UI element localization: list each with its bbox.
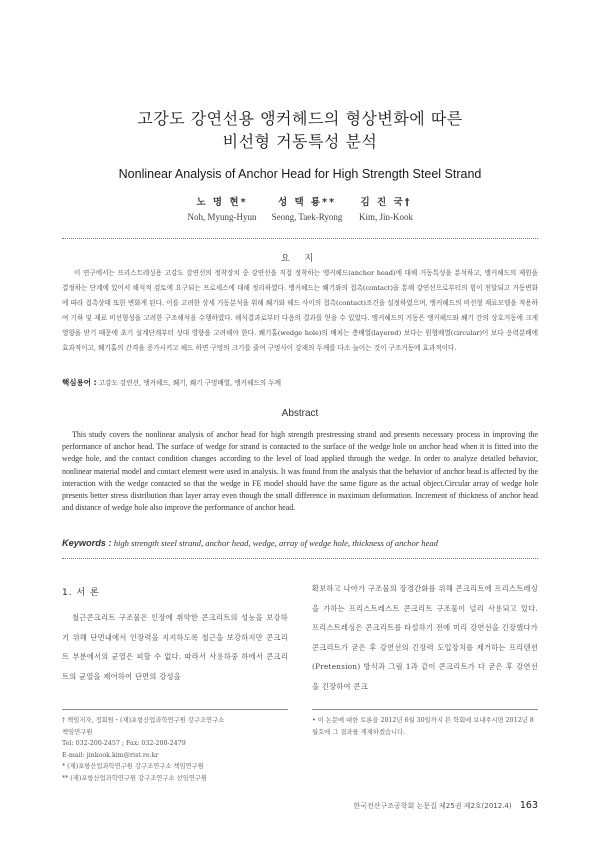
footnote-rule-left [62,709,288,710]
title-en: Nonlinear Analysis of Anchor Head for High Strength Steel Strand [118,167,482,181]
footnote-corresponding: † 책임저자, 정회원・(재)포항산업과학연구원 강구조연구소 [62,717,225,724]
author-3-en: Kim, Jin-Kook [359,212,413,222]
divider-top [62,238,538,239]
abstract-en-heading: Abstract [281,408,319,419]
abstract-en-text: This study covers the nonlinear analysis of anchor head for high strength prestressing strand and presents necessary process in improving the performance of anchor head. The surface of wedge for strand is contacted to the surface of the wedge hole on anchor head when it is fitted into the wedge hole, and the contact condition changes according to the level of load applied through the wedge. In order to analyze detailed behavior, nonlinear material model and contact element were used in analysis. It was found from the analysis that the behavior of anchor head is affected by the interaction with the wedge contacted so that the wedge in FE model should have the same figure as the actual object.Circular array of wedge hole presents better stress distribution than layer array even though the small difference in maximum deformation. Increment of thickness of anchor head and distance of wedge hole also improve the performance of anchor head. [62,430,538,513]
author-2-en: Seong, Taek-Ryong [271,212,343,222]
journal-info: 한국전산구조공학회 논문집 제25권 제2호(2012.4) [353,802,512,810]
page-number: 163 [519,800,538,811]
author-3 [340,194,432,222]
keywords-ko-text: 고강도 강연선, 앵커헤드, 쐐기, 쐐기 구멍배열, 앵커헤드의 두께 [98,379,281,387]
divider-bottom [62,558,538,559]
title-ko-line2: 비선형 거동특성 분석 [222,132,378,151]
abstract-ko-heading: 요 지 [280,254,320,264]
section1-right-column: 확보하고 나아가 구조물의 장경간화를 위해 콘크리트에 프리스트레싱을 가하는 프리스트레스트 콘크리트 구조물이 널리 사용되고 있다. 프리스트레싱은 콘크리트를 타설하기 전에 미리 강연선을 긴장했다가 콘크리트가 굳은 후 강연선의 긴장력 도입장치를 제거하는 프리텐션(Pretension) 방식과 그림 1과 같이 콘크리트가 다 굳은 후 강연선을 긴장하여 콘크 [312,584,538,691]
section1-title: 1. 서 론 [62,588,100,598]
footnote-tel: Tel: 032-200-2457 ; Fax: 032-200-2479 [62,740,186,747]
keywords-en-text: high strength steel strand, anchor head, wedge, array of wedge hole, thickness of anchor head [113,538,438,548]
author-1-en: Noh, Myung-Hyun [187,212,257,222]
author-2-ko: 성 택 룡** [277,197,337,208]
footnote-author-doublestar: ** (재)포항산업과학연구원 강구조연구소 선임연구원 [62,774,207,782]
author-3-ko: 김 진 국† [360,197,412,208]
page-footer [353,800,538,811]
footnote-rule-right [312,709,538,710]
section1-left-column: 철근콘크리트 구조물은 인장에 취약한 콘크리트의 성능을 보강하기 위해 단면내에서 인장력을 지지하도록 철근을 보강하지만 콘크리트 부분에서의 균열은 피할 수 없다. 따라서 사용하중 하에서 콘크리트의 균열을 제어하여 단면의 강성을 [62,613,288,681]
footnotes-right [312,715,538,738]
footnote-author-star: * (재)포항산업과학연구원 강구조연구소 책임연구원 [62,763,204,770]
title-ko-line1: 고강도 강연선용 앵커헤드의 형상변화에 따른 [137,109,463,128]
keywords-en [62,538,538,548]
keywords-en-label: Keywords : [62,538,112,548]
footnote-discussion: • 이 논문에 대한 토론을 2012년 6월 30일까지 본 학회에 보내주시면 2012년 8월호에 그 결과를 게재하겠습니다. [312,717,534,736]
footnotes-left [62,715,302,784]
footnote-email: E-mail: jinkook.kim@rist.re.kr [62,751,159,759]
abstract-ko-text: 이 연구에서는 프리스트레싱용 고강도 강연선의 정착장치 중 강연선을 직접 정착하는 앵커헤드(anchor head)에 대해 거동특성을 분석하고, 앵커헤드의 제원을 결정하는 단계에 있어서 해석적 검토에 요구되는 프로세스에 대해 정리하였다. 앵커헤드는 쐐기와의 접촉(contact)을 통해 강연선으로부터의 힘이 전달되고 거동변화에 따라 접촉상태 또한 변화게 된다. 이를 고려한 상세 거동분석을 위해 쐐기와 헤드 사이의 접촉(contact)조건을 설정하였으며, 앵커헤드의 비선형 재료모델을 적용하여 기하 및 재료 비선형성을 고려한 구조해석을 수행하였다. 해석결과로부터 다음의 결과를 얻을 수 있었다. 앵커헤드의 거동은 앵커헤드와 쐐기 간의 상호거동에 크게 영향을 받기 때문에 초기 설계단계부터 상대 영향을 고려해야 한다. 쐐기홀(wedge hole)의 배치는 층배열(layered) 보다는 원형배열(circular)이 보다 응력분배에 효과적이고, 쐐기홀의 간격을 증가시키고 헤드 하면 구멍의 크기를 줄여 구멍사이 강재의 두께를 다소 늘이는 것이 구조거동에 효과적이다. [62,269,538,352]
keywords-ko-label: 핵심용어 : [62,378,97,387]
keywords-ko [62,377,538,388]
footnote-position: 책임연구원 [62,728,93,736]
author-1-ko: 노 명 현* [196,197,248,208]
